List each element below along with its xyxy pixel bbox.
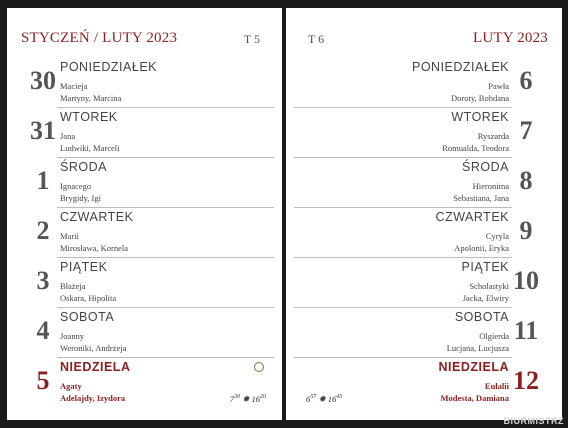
day-number: 8 bbox=[519, 166, 533, 195]
weekday-name: ŚRODA bbox=[60, 160, 107, 174]
nameday-primary: Marii bbox=[60, 231, 79, 241]
weekday-name: NIEDZIELA bbox=[60, 360, 131, 374]
nameday-secondary: Oskara, Hipolita bbox=[60, 293, 117, 303]
weekday-name: ŚRODA bbox=[462, 160, 509, 174]
day-number: 2 bbox=[36, 216, 50, 245]
right-month-title: LUTY 2023 bbox=[473, 30, 548, 46]
weekday-name: SOBOTA bbox=[454, 310, 509, 324]
nameday-secondary: Apolonii, Eryka bbox=[454, 243, 509, 253]
nameday-secondary: Modesta, Damiana bbox=[440, 393, 509, 403]
day-number: 7 bbox=[519, 116, 533, 145]
nameday-primary: Macieja bbox=[60, 81, 88, 91]
nameday-secondary: Doroty, Bohdana bbox=[451, 93, 509, 103]
nameday-primary: Scholastyki bbox=[469, 281, 509, 291]
weekday-name: WTOREK bbox=[60, 110, 118, 124]
day-row bbox=[7, 158, 282, 208]
sun-times bbox=[306, 394, 342, 405]
nameday-primary: Pawła bbox=[488, 81, 509, 91]
day-number: 5 bbox=[36, 366, 50, 395]
nameday-secondary: Brygidy, Igi bbox=[60, 193, 102, 203]
nameday-secondary: Romualda, Teodora bbox=[442, 143, 509, 153]
weekday-name: CZWARTEK bbox=[60, 210, 134, 224]
weekday-name: PONIEDZIAŁEK bbox=[412, 60, 509, 74]
day-number: 3 bbox=[36, 266, 50, 295]
nameday-secondary: Sebastiana, Jana bbox=[453, 193, 509, 203]
day-number: 4 bbox=[36, 316, 50, 345]
day-row bbox=[286, 308, 562, 358]
nameday-primary: Agaty bbox=[60, 381, 82, 391]
nameday-secondary: Martyny, Marcina bbox=[60, 93, 122, 103]
sunset-minute: 20 bbox=[260, 394, 266, 401]
nameday-primary: Ignacego bbox=[60, 181, 92, 191]
nameday-secondary: Mirosława, Kornela bbox=[60, 243, 128, 253]
nameday-primary: Błażeja bbox=[60, 281, 86, 291]
left-week-number: T 5 bbox=[243, 32, 260, 46]
weekday-name: CZWARTEK bbox=[435, 210, 509, 224]
nameday-primary: Joanny bbox=[60, 331, 85, 341]
day-row bbox=[7, 258, 282, 308]
nameday-secondary: Lucjana, Lucjusza bbox=[446, 343, 509, 353]
weekday-name: WTOREK bbox=[451, 110, 509, 124]
nameday-secondary: Weroniki, Andrzeja bbox=[60, 343, 127, 353]
sun-icon: ✹ bbox=[241, 394, 250, 404]
day-row bbox=[7, 308, 282, 358]
nameday-primary: Jana bbox=[60, 131, 76, 141]
weekday-name: SOBOTA bbox=[60, 310, 115, 324]
nameday-secondary: Ludwiki, Marceli bbox=[60, 143, 120, 153]
day-row bbox=[7, 108, 282, 158]
left-header bbox=[7, 30, 282, 50]
day-number: 11 bbox=[513, 316, 539, 345]
day-number: 10 bbox=[513, 266, 539, 295]
sun-times bbox=[230, 394, 266, 405]
right-week-number: T 6 bbox=[308, 32, 325, 46]
left-page bbox=[7, 8, 282, 420]
sun-icon: ✹ bbox=[318, 394, 326, 404]
watermark-logo: BIURMISTRZ bbox=[503, 416, 564, 426]
day-row bbox=[286, 208, 562, 258]
moon-phase-icon bbox=[254, 362, 264, 372]
day-row bbox=[286, 58, 562, 108]
nameday-primary: Cyryla bbox=[485, 231, 509, 241]
sunset-hour: 16 bbox=[327, 394, 337, 404]
nameday-secondary: Jacka, Elwiry bbox=[462, 293, 509, 303]
left-month-title: STYCZEŃ / LUTY 2023 bbox=[21, 30, 178, 46]
day-row bbox=[7, 58, 282, 108]
sunrise-minute: 30 bbox=[233, 394, 240, 401]
weekday-name: PIĄTEK bbox=[461, 260, 509, 274]
day-number: 6 bbox=[519, 66, 533, 95]
day-number: 31 bbox=[30, 116, 56, 145]
day-row bbox=[286, 258, 562, 308]
day-number: 1 bbox=[36, 166, 50, 195]
sunrise-minute: 57 bbox=[310, 394, 317, 401]
day-number: 12 bbox=[513, 366, 539, 395]
sunrise-hour: 7 bbox=[229, 394, 234, 404]
right-page bbox=[286, 8, 562, 420]
day-row-sunday bbox=[286, 358, 562, 408]
nameday-primary: Ryszarda bbox=[477, 131, 509, 141]
day-row-sunday bbox=[7, 358, 282, 408]
day-number: 9 bbox=[519, 216, 533, 245]
sunset-hour: 16 bbox=[251, 394, 260, 404]
nameday-primary: Hieronima bbox=[472, 181, 509, 191]
nameday-primary: Eulalii bbox=[484, 381, 509, 391]
day-number: 30 bbox=[30, 66, 56, 95]
day-row bbox=[286, 108, 562, 158]
nameday-primary: Olgierda bbox=[479, 331, 509, 341]
day-row bbox=[7, 208, 282, 258]
right-header bbox=[286, 30, 562, 50]
weekday-name: NIEDZIELA bbox=[438, 360, 509, 374]
weekday-name: PONIEDZIAŁEK bbox=[60, 60, 157, 74]
nameday-secondary: Adelajdy, Izydora bbox=[60, 393, 126, 403]
sunrise-hour: 6 bbox=[306, 394, 311, 404]
sunset-minute: 45 bbox=[336, 394, 343, 401]
weekday-name: PIĄTEK bbox=[60, 260, 108, 274]
day-row bbox=[286, 158, 562, 208]
